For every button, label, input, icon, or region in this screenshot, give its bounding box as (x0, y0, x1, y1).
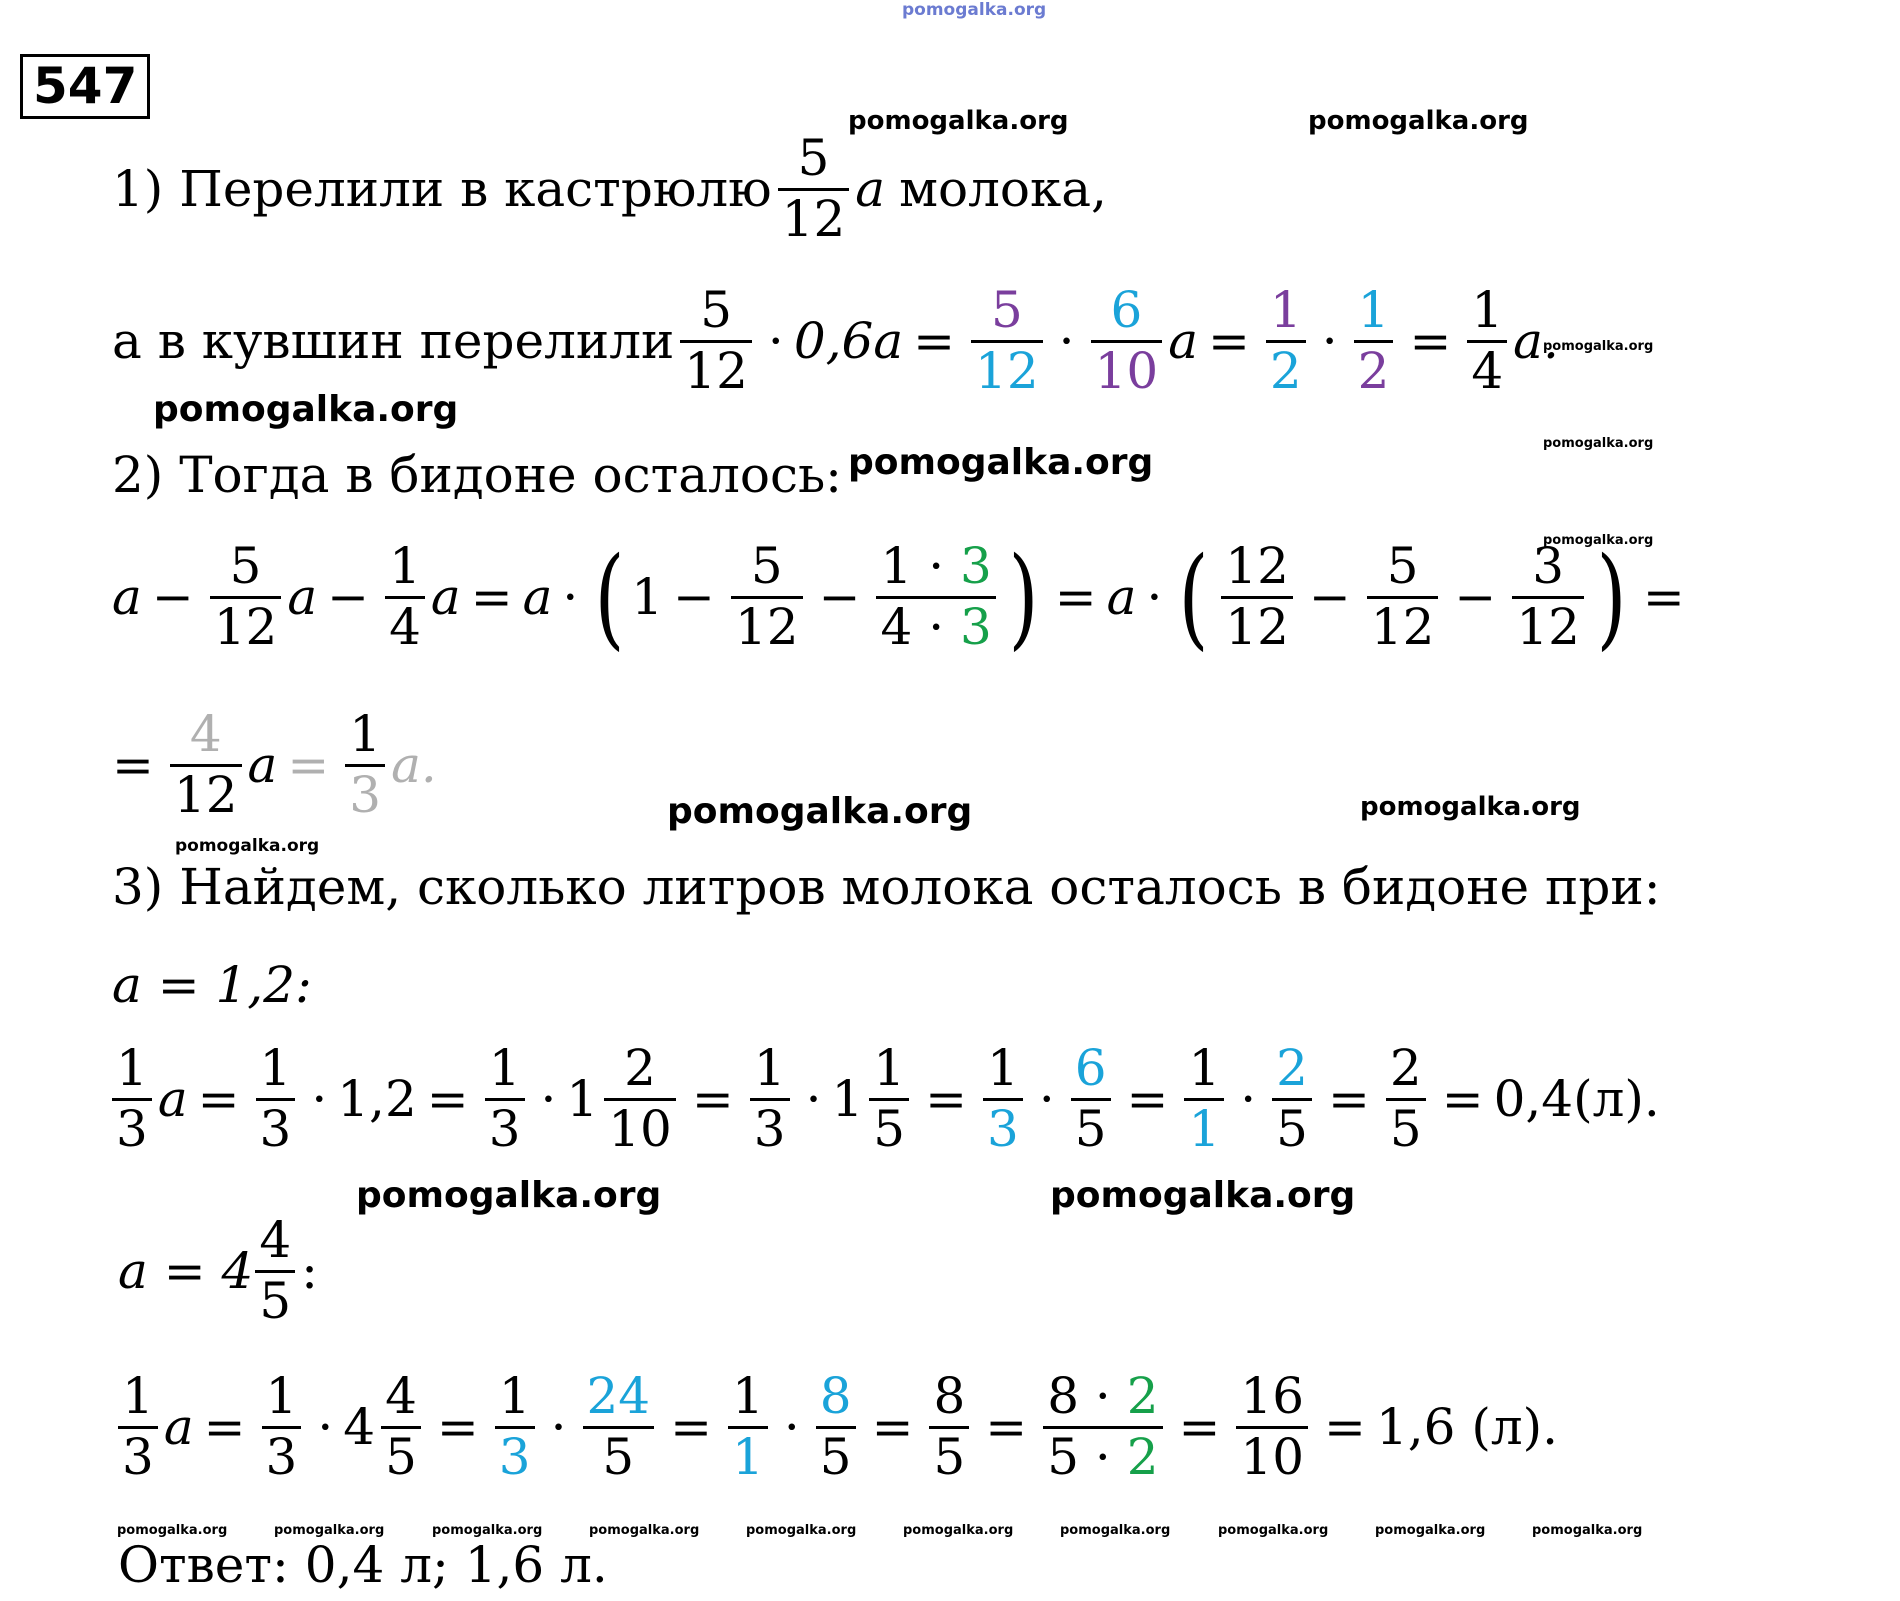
dot: · (550, 1398, 567, 1456)
fraction: $\frac{12}{12}$ (1221, 538, 1293, 656)
fraction: $\frac{1}{3}$ (750, 1040, 790, 1158)
fraction: $\frac{5}{12}$ (210, 538, 282, 656)
value: 1,2 (337, 1070, 417, 1128)
fraction: $\frac{1 \cdot 3}{4 \cdot 3}$ (876, 538, 995, 656)
case2-equation (112, 1368, 1558, 1486)
fraction: $\frac{6}{5}$ (1071, 1040, 1111, 1158)
watermark: pomogalka.org (274, 1523, 385, 1538)
watermark: pomogalka.org (175, 836, 320, 856)
fraction: $\frac{8}{5}$ (816, 1368, 856, 1486)
paren: ( (594, 533, 625, 661)
fraction: $\frac{1}{3}$ (983, 1040, 1023, 1158)
equals: = (436, 1398, 479, 1456)
fraction: $\frac{24}{5}$ (583, 1368, 655, 1486)
fraction: $\frac{1}{1}$ (1184, 1040, 1224, 1158)
fraction: $\frac{2}{5}$ (1272, 1040, 1312, 1158)
watermark: pomogalka.org (1375, 1523, 1486, 1538)
fraction: $\frac{8 \cdot 2}{5 \cdot 2}$ (1043, 1368, 1162, 1486)
case1-equation (106, 1040, 1660, 1158)
equals: = (1178, 1398, 1221, 1456)
step2-text: 2) Тогда в бидоне осталось: (112, 446, 843, 504)
dot: · (562, 568, 579, 626)
equals: = (925, 1070, 967, 1128)
fraction: $\frac{1}{4}$ (1467, 282, 1507, 400)
watermark-top: pomogalka.org (902, 0, 1047, 20)
fraction: $\frac{1}{3}$ (256, 1040, 296, 1158)
equals: = (197, 1070, 240, 1128)
fraction: $\frac{5}{12}$ (1367, 538, 1439, 656)
case2-label (118, 1212, 318, 1330)
equals: = (1409, 312, 1452, 370)
equals: = (1208, 312, 1250, 370)
equals: = (287, 736, 330, 794)
watermark: pomogalka.org (117, 1523, 228, 1538)
variable: a (1168, 312, 1199, 370)
fraction: $\frac{1}{4}$ (385, 538, 425, 656)
end: a. (391, 736, 437, 794)
problem-number: 547 (20, 54, 150, 119)
fraction: $\frac{4}{5}$ (381, 1368, 421, 1486)
minus: − (1454, 568, 1497, 626)
variable: a (522, 568, 553, 626)
watermark: pomogalka.org (667, 791, 973, 832)
fraction: $\frac{2}{10}$ (604, 1040, 676, 1158)
equals: = (1054, 568, 1097, 626)
paren: ) (1596, 533, 1627, 661)
minus: − (673, 568, 715, 626)
fraction: $\frac{1}{3}$ (118, 1368, 158, 1486)
fraction: $\frac{2}{5}$ (1386, 1040, 1426, 1158)
mixed-whole: 4 (343, 1398, 376, 1456)
fraction: $\frac{1}{3}$ (112, 1040, 152, 1158)
watermark: pomogalka.org (1360, 792, 1581, 822)
watermark: pomogalka.org (746, 1523, 857, 1538)
equals: = (670, 1398, 713, 1456)
watermark: pomogalka.org (848, 442, 1154, 483)
watermark: pomogalka.org (1532, 1523, 1643, 1538)
watermark: pomogalka.org (848, 106, 1069, 136)
step2-equation (112, 533, 1695, 661)
dot: · (317, 1398, 334, 1456)
watermark: pomogalka.org (1543, 436, 1654, 451)
fraction: $\frac{1}{3}$ (345, 706, 385, 824)
mixed-whole: 1 (831, 1070, 864, 1128)
dot: · (1146, 568, 1163, 626)
fraction: $\frac{8}{5}$ (929, 1368, 969, 1486)
dot: · (1038, 1070, 1055, 1128)
fraction: $\frac{1}{3}$ (485, 1040, 525, 1158)
step1-tail: молока, (899, 160, 1107, 218)
watermark: pomogalka.org (432, 1523, 543, 1538)
case1-label: a = 1,2: (112, 956, 312, 1014)
step1-text: 1) Перелили в кастрюлю (112, 160, 772, 218)
watermark: pomogalka.org (153, 389, 459, 430)
fraction: $\frac{3}{12}$ (1512, 538, 1584, 656)
one: 1 (631, 568, 664, 626)
variable: a (1106, 568, 1137, 626)
equals: = (871, 1398, 914, 1456)
minus: − (327, 568, 370, 626)
dot: · (767, 312, 784, 370)
dot: · (311, 1070, 328, 1128)
case2-label-a: a = 4 (118, 1242, 254, 1300)
answer: Ответ: 0,4 л; 1,6 л. (118, 1536, 608, 1594)
equals: = (1642, 568, 1685, 626)
equals: = (112, 736, 154, 794)
step3-text: 3) Найдем, сколько литров молока осталось в бидоне при: (112, 858, 1661, 916)
watermark: pomogalka.org (1218, 1523, 1329, 1538)
dot: · (1240, 1070, 1257, 1128)
end: a. (1513, 312, 1559, 370)
dot: · (1321, 312, 1338, 370)
fraction: $\frac{5}{12}$ (971, 282, 1043, 400)
step1-line1 (112, 130, 1107, 248)
step2-result (112, 706, 437, 824)
coef: 0,6a (793, 312, 904, 370)
equals: = (1126, 1070, 1169, 1128)
watermark: pomogalka.org (1308, 106, 1529, 136)
equals: = (470, 568, 513, 626)
variable: a (287, 568, 318, 626)
fraction: $\frac{1}{3}$ (262, 1368, 302, 1486)
variable: a (112, 568, 142, 626)
fraction: $\frac{4}{5}$ (255, 1212, 295, 1330)
watermark: pomogalka.org (1060, 1523, 1171, 1538)
equals: = (203, 1398, 246, 1456)
variable: a (855, 160, 886, 218)
equals: = (1324, 1398, 1366, 1456)
dot: · (783, 1398, 800, 1456)
equals: = (913, 312, 956, 370)
equals: = (985, 1398, 1028, 1456)
dot: · (805, 1070, 822, 1128)
equals: = (1327, 1070, 1370, 1128)
fraction: $\frac{1}{3}$ (495, 1368, 535, 1486)
watermark: pomogalka.org (1050, 1175, 1356, 1216)
variable: a (157, 1070, 188, 1128)
equals: = (691, 1070, 734, 1128)
minus: − (151, 568, 194, 626)
fraction: $\frac{1}{2}$ (1354, 282, 1394, 400)
fraction: $\frac{5}{12}$ (778, 130, 850, 248)
dot: · (1058, 312, 1075, 370)
fraction: $\frac{1}{5}$ (869, 1040, 909, 1158)
watermark: pomogalka.org (1543, 533, 1654, 548)
minus: − (818, 568, 861, 626)
paren: ( (1178, 533, 1209, 661)
mixed-whole: 1 (566, 1070, 599, 1128)
watermark: pomogalka.org (356, 1175, 662, 1216)
case2-label-b: : (301, 1242, 318, 1300)
fraction: $\frac{6}{10}$ (1091, 282, 1163, 400)
step1-line2 (112, 282, 1559, 400)
watermark: pomogalka.org (589, 1523, 700, 1538)
dot: · (540, 1070, 557, 1128)
minus: − (1308, 568, 1351, 626)
result: 1,6 (л). (1375, 1398, 1559, 1456)
result: 0,4(л). (1493, 1070, 1660, 1128)
fraction: $\frac{4}{12}$ (170, 706, 242, 824)
paren: ) (1008, 533, 1039, 661)
step1-line2-text: а в кувшин перелили (112, 312, 675, 370)
fraction: $\frac{16}{10}$ (1236, 1368, 1308, 1486)
fraction: $\frac{1}{2}$ (1266, 282, 1306, 400)
variable: a (430, 568, 461, 626)
watermark: pomogalka.org (1543, 339, 1654, 354)
variable: a (163, 1398, 194, 1456)
fraction: $\frac{1}{1}$ (728, 1368, 768, 1486)
variable: a (247, 736, 278, 794)
fraction: $\frac{5}{12}$ (731, 538, 803, 656)
equals: = (426, 1070, 469, 1128)
fraction: $\frac{5}{12}$ (680, 282, 752, 400)
watermark: pomogalka.org (903, 1523, 1014, 1538)
equals: = (1441, 1070, 1484, 1128)
